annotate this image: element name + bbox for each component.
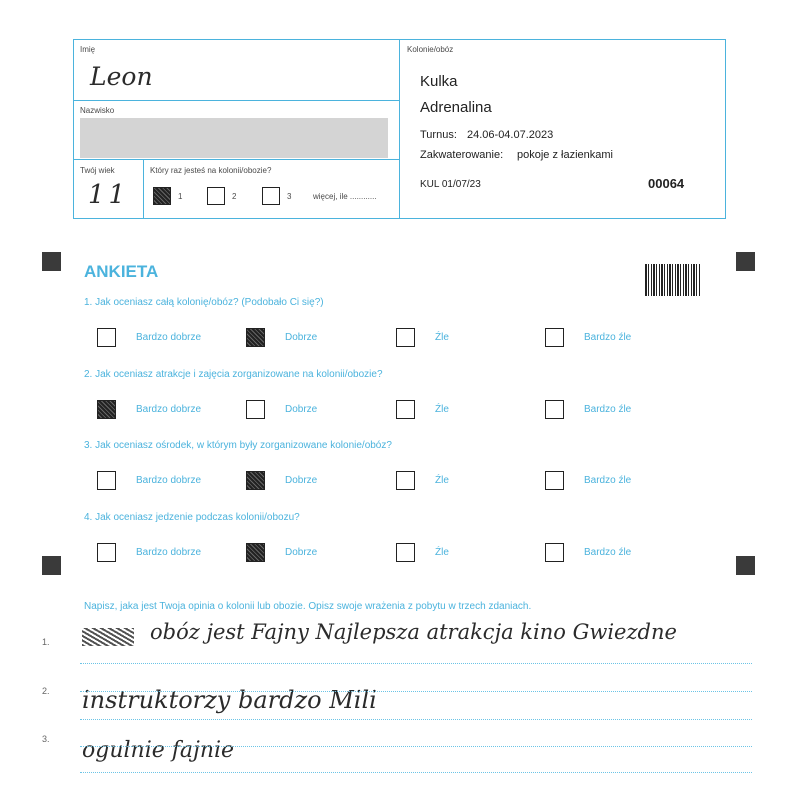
camp-name-2: Adrenalina xyxy=(420,99,492,116)
opinion-line-3: ogulnie fajnie xyxy=(82,738,235,763)
q4-option-1-label: Bardzo dobrze xyxy=(136,547,202,558)
q4-option-4-checkbox[interactable] xyxy=(545,543,564,562)
line-number-1: 1. xyxy=(42,637,50,647)
opinion-line-2: instruktorzy bardzo Mili xyxy=(82,686,377,714)
turnus-label: Turnus: xyxy=(420,129,457,141)
name-value: Leon xyxy=(90,62,153,91)
header-divider xyxy=(143,159,144,218)
alignment-marker xyxy=(42,252,61,271)
age-label: Twój wiek xyxy=(80,166,115,175)
q3-option-4-checkbox[interactable] xyxy=(545,471,564,490)
q4-option-4-label: Bardzo źle xyxy=(584,547,632,558)
line-number-2: 2. xyxy=(42,686,50,696)
q3-option-1-checkbox[interactable] xyxy=(97,471,116,490)
accommodation-label: Zakwaterowanie: xyxy=(420,149,504,161)
writing-line xyxy=(80,746,752,747)
q3-option-3-label: Źle xyxy=(435,475,449,486)
opinion-prompt: Napisz, jaka jest Twoja opinia o kolonii lub obozie. Opisz swoje wrażenia z pobytu w trzech zdaniach. xyxy=(84,601,532,612)
survey-title: ANKIETA xyxy=(84,262,159,281)
q2-option-4-label: Bardzo źle xyxy=(584,404,632,415)
visit-option-2: 2 xyxy=(232,192,237,201)
writing-line xyxy=(80,691,752,692)
q1-option-2-label: Dobrze xyxy=(285,332,318,343)
visit-more: więcej, ile ............ xyxy=(313,192,377,201)
question-4: 4. Jak oceniasz jedzenie podczas kolonii/obozu? xyxy=(84,512,300,523)
header-divider xyxy=(399,39,400,218)
q2-option-3-checkbox[interactable] xyxy=(396,400,415,419)
name-label: Imię xyxy=(80,45,96,54)
visit-checkbox-3[interactable] xyxy=(262,187,280,205)
q3-option-1-label: Bardzo dobrze xyxy=(136,475,202,486)
q4-option-2-label: Dobrze xyxy=(285,547,318,558)
q4-option-3-checkbox[interactable] xyxy=(396,543,415,562)
barcode xyxy=(645,264,700,296)
visit-checkbox-1[interactable] xyxy=(153,187,171,205)
visit-label: Który raz jesteś na kolonii/obozie? xyxy=(150,166,272,175)
surname-redaction xyxy=(80,118,388,158)
visit-option-1: 1 xyxy=(178,192,183,201)
question-2: 2. Jak oceniasz atrakcje i zajęcia zorganizowane na kolonii/obozie? xyxy=(84,369,383,380)
opinion-line-1: obóz jest Fajny Najlepsza atrakcja kino Gwiezdne xyxy=(150,620,677,644)
q4-option-2-checkbox[interactable] xyxy=(246,543,265,562)
header-divider xyxy=(73,100,400,101)
q2-option-1-label: Bardzo dobrze xyxy=(136,404,202,415)
alignment-marker xyxy=(736,252,755,271)
form-number: 00064 xyxy=(648,176,685,191)
q1-option-4-checkbox[interactable] xyxy=(545,328,564,347)
alignment-marker xyxy=(736,556,755,575)
q3-option-2-checkbox[interactable] xyxy=(246,471,265,490)
question-1: 1. Jak oceniasz całą kolonię/obóz? (Podobało Ci się?) xyxy=(84,297,324,308)
q3-option-3-checkbox[interactable] xyxy=(396,471,415,490)
visit-checkbox-2[interactable] xyxy=(207,187,225,205)
scribbled-word xyxy=(82,628,134,646)
camp-name-1: Kulka xyxy=(420,73,458,90)
writing-line xyxy=(80,663,752,664)
q2-option-1-checkbox[interactable] xyxy=(97,400,116,419)
visit-option-3: 3 xyxy=(287,192,292,201)
q2-option-3-label: Źle xyxy=(435,404,449,415)
q1-option-3-label: Źle xyxy=(435,332,449,343)
q1-option-1-checkbox[interactable] xyxy=(97,328,116,347)
q3-option-2-label: Dobrze xyxy=(285,475,318,486)
q2-option-2-label: Dobrze xyxy=(285,404,318,415)
writing-line xyxy=(80,719,752,720)
q1-option-4-label: Bardzo źle xyxy=(584,332,632,343)
camp-code: KUL 01/07/23 xyxy=(420,179,481,190)
turnus-value: 24.06-04.07.2023 xyxy=(467,129,554,141)
q2-option-2-checkbox[interactable] xyxy=(246,400,265,419)
q4-option-1-checkbox[interactable] xyxy=(97,543,116,562)
line-number-3: 3. xyxy=(42,734,50,744)
q3-option-4-label: Bardzo źle xyxy=(584,475,632,486)
accommodation-value: pokoje z łazienkami xyxy=(517,149,613,161)
q1-option-3-checkbox[interactable] xyxy=(396,328,415,347)
age-value: 11 xyxy=(88,180,130,210)
q2-option-4-checkbox[interactable] xyxy=(545,400,564,419)
q4-option-3-label: Źle xyxy=(435,547,449,558)
alignment-marker xyxy=(42,556,61,575)
header-divider xyxy=(73,159,400,160)
question-3: 3. Jak oceniasz ośrodek, w którym były zorganizowane kolonie/obóz? xyxy=(84,440,392,451)
writing-line xyxy=(80,772,752,773)
camp-label: Kolonie/obóz xyxy=(407,45,454,54)
q1-option-1-label: Bardzo dobrze xyxy=(136,332,202,343)
surname-label: Nazwisko xyxy=(80,106,115,115)
q1-option-2-checkbox[interactable] xyxy=(246,328,265,347)
